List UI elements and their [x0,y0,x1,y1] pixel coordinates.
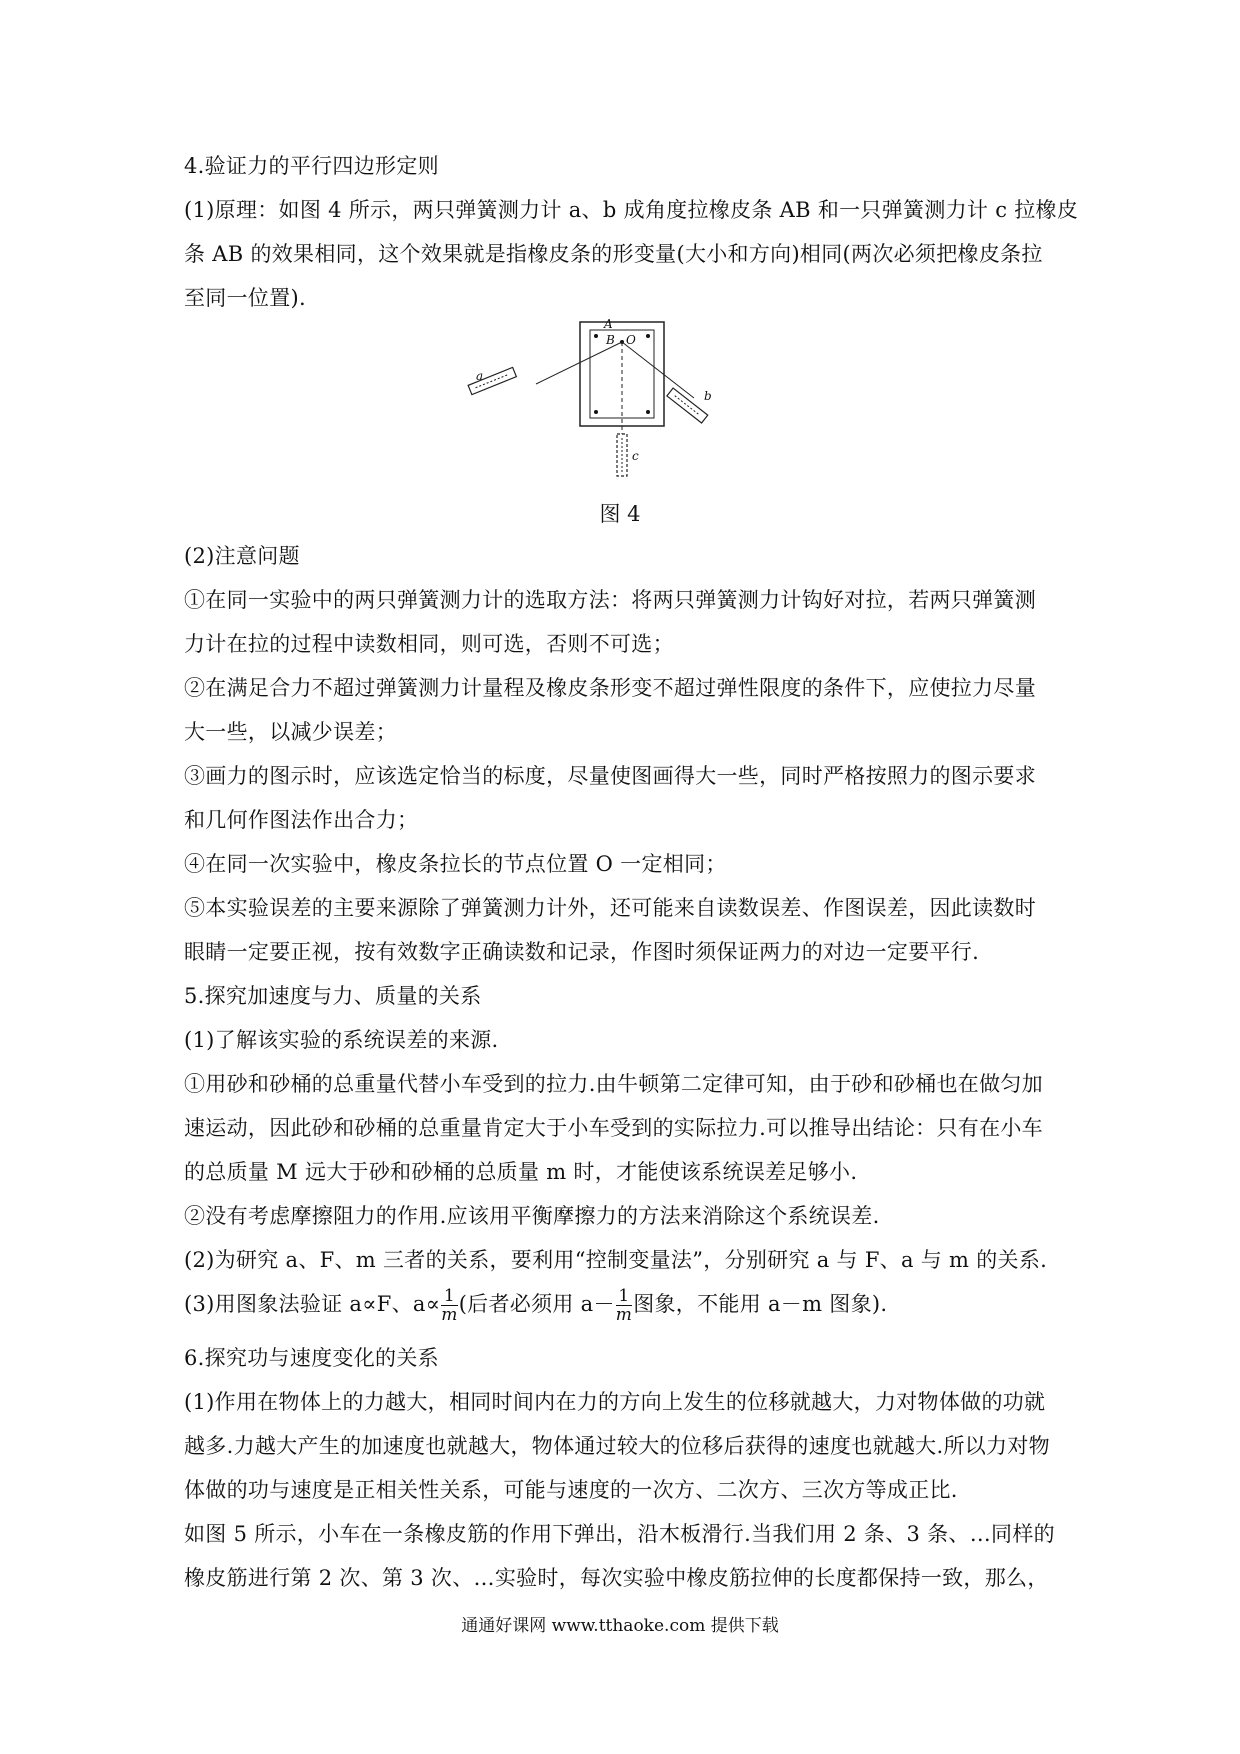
page-footer: 通通好课网 www.tthaoke.com 提供下载 [461,1616,779,1636]
note2-line2: 大一些，以减少误差； [184,720,397,744]
label-B: B [606,333,615,347]
note5-line2: 眼睛一定要正视，按有效数字正确读数和记录，作图时须保证两力的对边一定要平行. [184,940,980,964]
label-O: O [626,333,636,347]
sec5-n1-line1: ①用砂和砂桶的总重量代替小车受到的拉力.由牛顿第二定律可知，由于砂和砂桶也在做匀加 [184,1072,1043,1096]
label-c: c [632,449,639,463]
pin-bottom-left [594,410,598,414]
sec5-n1-line3: 的总质量 M 远大于砂和砂桶的总质量 m 时，才能使该系统误差足够小. [184,1160,858,1184]
string-b [622,342,694,398]
sec6-p1-line1: (1)作用在物体上的力越大，相同时间内在力的方向上发生的位移就越大，力对物体做的功就 [184,1390,1046,1414]
sec5-p3 [184,1286,1064,1324]
figure-4-diagram [476,317,720,478]
label-A: A [604,317,613,331]
note3-line1: ③画力的图示时，应该选定恰当的标度，尽量使图画得大一些，同时严格按照力的图示要求 [184,764,1036,788]
note1-line1: ①在同一实验中的两只弹簧测力计的选取方法：将两只弹簧测力计钩好对拉，若两只弹簧测 [184,588,1036,612]
label-a: a [476,369,484,383]
fraction-1-over-m-2 [616,1287,632,1324]
note5-line1: ⑤本实验误差的主要来源除了弹簧测力计外，还可能来自读数误差、作图误差，因此读数时 [184,896,1036,920]
sec5-p1: (1)了解该实验的系统误差的来源. [184,1028,499,1052]
sec4-principle-line3: 至同一位置). [184,286,306,310]
sec5-p3-part-a: (3)用图象法验证 a∝F、a∝ [184,1292,441,1316]
sec4-notes-title: (2)注意问题 [184,544,300,568]
fraction-1-over-m [441,1287,457,1324]
sec5-n2-line1: ②没有考虑摩擦阻力的作用.应该用平衡摩擦力的方法来消除这个系统误差. [184,1204,880,1228]
sec4-principle-line2: 条 AB 的效果相同，这个效果就是指橡皮条的形变量(大小和方向)相同(两次必须把橡皮条拉 [184,242,1043,266]
note2-line1: ②在满足合力不超过弹簧测力计量程及橡皮条形变不超过弹性限度的条件下，应使拉力尽量 [184,676,1036,700]
sec5-n1-line2: 速运动，因此砂和砂桶的总重量肯定大于小车受到的实际拉力.可以推导出结论：只有在小车 [184,1116,1043,1140]
sec6-p1-line2: 越多.力越大产生的加速度也就越大，物体通过较大的位移后获得的速度也就越大.所以力对物 [184,1434,1050,1458]
sec5-p3-part-b: (后者必须用 a－ [458,1292,615,1316]
section-4-title: 4.验证力的平行四边形定则 [184,154,439,178]
sec6-p2-line2: 橡皮筋进行第 2 次、第 3 次、…实验时，每次实验中橡皮筋拉伸的长度都保持一致，那么， [184,1566,1049,1590]
label-b: b [704,389,712,403]
fraction-numerator: 1 [441,1287,457,1306]
fraction-numerator-2: 1 [616,1287,632,1306]
note4-line1: ④在同一次实验中，橡皮条拉长的节点位置 O 一定相同； [184,852,727,876]
pin-top-left [594,334,598,338]
sec5-p3-part-c: 图象，不能用 a－m 图象). [633,1292,888,1316]
fraction-denominator-2: m [615,1305,633,1325]
string-a [536,342,622,384]
figure-4-caption: 图 4 [599,502,641,526]
sec5-p2: (2)为研究 a、F、m 三者的关系，要利用“控制变量法”，分别研究 a 与 F、a 与 m 的关系. [184,1248,1048,1272]
fraction-denominator: m [441,1305,458,1325]
section-5-title: 5.探究加速度与力、质量的关系 [184,984,482,1008]
note1-line2: 力计在拉的过程中读数相同，则可选，否则不可选； [184,632,674,656]
spring-scale-c [617,434,627,476]
pin-bottom-right [646,410,650,414]
sec6-p1-line3: 体做的功与速度是正相关性关系，可能与速度的一次方、二次方、三次方等成正比. [184,1478,958,1502]
pin-top-right [646,334,650,338]
sec6-p2-line1: 如图 5 所示，小车在一条橡皮筋的作用下弹出，沿木板滑行.当我们用 2 条、3 条、…同样的 [184,1522,1055,1546]
sec4-principle-line1: (1)原理：如图 4 所示，两只弹簧测力计 a、b 成角度拉橡皮条 AB 和一只弹簧测力计 c 拉橡皮 [184,198,1079,222]
note3-line2: 和几何作图法作出合力； [184,808,419,832]
section-6-title: 6.探究功与速度变化的关系 [184,1346,439,1370]
